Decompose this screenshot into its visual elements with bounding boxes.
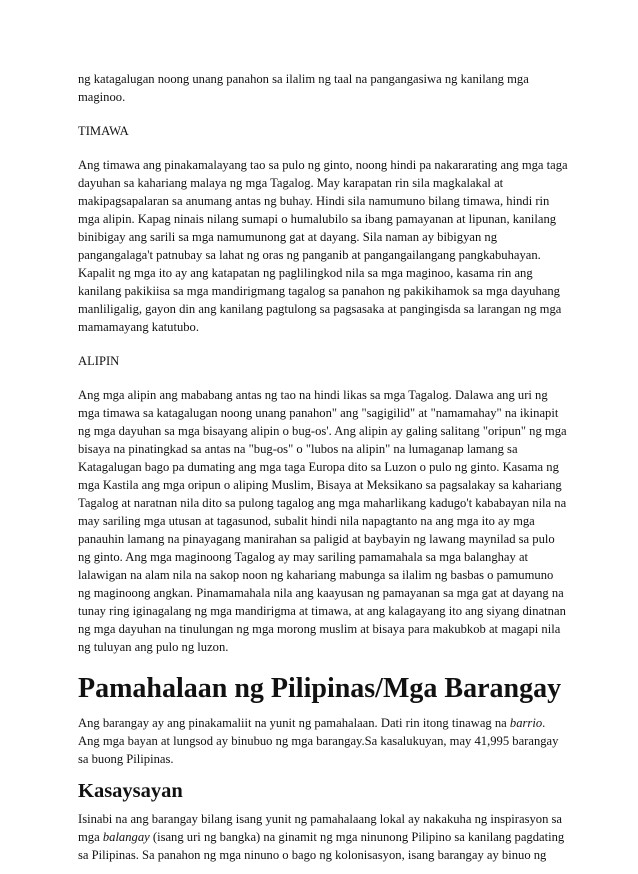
kasaysayan-paragraph [78, 810, 568, 864]
kasaysayan-text-before: Isinabi na ang barangay bilang isang yunit ng pamahalaang lokal ay nakakuha ng inspirasyon sa mga [78, 812, 563, 844]
barangay-paragraph [78, 714, 568, 768]
kasaysayan-text-after: (isang uri ng bangka) na ginamit ng mga ninunong Pilipino sa kanilang pagdating sa Pilipinas. Sa panahon ng mga ninuno o bago ng kolonisasyon, isang barangay ay binuo ng [78, 830, 565, 862]
barangay-italic-term: barrio [509, 716, 543, 730]
timawa-paragraph: Ang timawa ang pinakamalayang tao sa pulo ng ginto, noong hindi pa nakararating ang mga taga dayuhan sa kahariang malaya ng mga Tagalog. May karapatan rin sila magkalakal at makipagsapalaran sa anumang antas ng buhay. Hindi sila namumuno bilang timawa, hindi rin mga alipin. Kapag ninais nilang sumapi o humalubilo sa ibang pamayanan at lipunan, kanilang binibigay ang sarili sa mga namumunong gat at dayang. Sila naman ay bibigyan ng pangangalaga't patnubay sa lahat ng oras ng panganib at pangangailangang pangkabuhayan. Kapalit ng mga ito ay ang katapatan ng paglilingkod nila sa mga maginoo, kasama rin ang kanilang pakikiisa sa mga mandirigmang tagalog sa panahon ng pakikihamok sa mga dayuhang manliligalig, gayon din ang kanilang pagtulong sa pagsasaka at pangingisda sa larangan ng mga mamamayang katutubo. [78, 158, 568, 334]
timawa-label: TIMAWA [78, 124, 129, 138]
alipin-paragraph: Ang mga alipin ang mababang antas ng tao na hindi likas sa mga Tagalog. Dalawa ang uri ng mga timawa sa katagalugan noong unang panahon" ang "sagigilid" at "namamahay" na ikinapit ng mga dayuhan sa mga bisayang alipin o bug-os'. Ang alipin ay galing salitang "oripun" ng mga bisaya na pinatingkad sa antas na "bug-os" o "lubos na alipin" na lumaganap lamang sa Katagalugan bago pa dumating ang mga taga Europa dito sa Luzon o pulo ng ginto. Kasama ng mga Kastila ang mga oripun o aliping Muslim, Bisaya at Meksikano sa pagsalakay sa kahariang Tagalog at naratnan nila dito sa pulong tagalog ang mga maharlikang kadugo't kababayan nila na may sariling mga utusan at tagasunod, subalit hindi nila napagtanto na ang mga ito ay mga panauhin lamang na pinayagang manirahan sa paligid at baybayin ng lawang maynilad sa pulo ng ginto. Ang mga maginoong Tagalog ay may sariling pamamahala sa mga balanghay at lalawigan na alam nila na sakop noon ng kahariang mabunga sa ilalim ng basbas o pamumuno ng maginoong angkan. Pinamamahala nila ang kaayusan ng pamayanan sa mga gat at dayang na tunay ring iginagalang ng mga mandirigma at timawa, at ang kalagayang ito ang siyang dinatnan ng mga dayuhan na tinulungan ng mga morong muslim at bisaya para makubkob at magapi nila ng tuluyan ang pulo ng luzon. [78, 388, 567, 654]
alipin-label: ALIPIN [78, 354, 120, 368]
document-page [78, 70, 568, 874]
intro-paragraph: ng katagalugan noong unang panahon sa ilalim ng taal na pangangasiwa ng kanilang mga maginoo. [78, 72, 529, 104]
sub-heading: Kasaysayan [78, 780, 183, 802]
main-heading: Pamahalaan ng Pilipinas/Mga Barangay [78, 673, 562, 704]
barangay-text-before: Ang barangay ay ang pinakamaliit na yunit ng pamahalaan. Dati rin itong tinawag na [78, 716, 507, 730]
kasaysayan-italic-term: balangay [102, 830, 150, 844]
barangay-text-after: . Ang mga bayan at lungsod ay binubuo ng mga barangay.Sa kasalukuyan, may 41,995 barangay sa buong Pilipinas. [78, 716, 559, 766]
